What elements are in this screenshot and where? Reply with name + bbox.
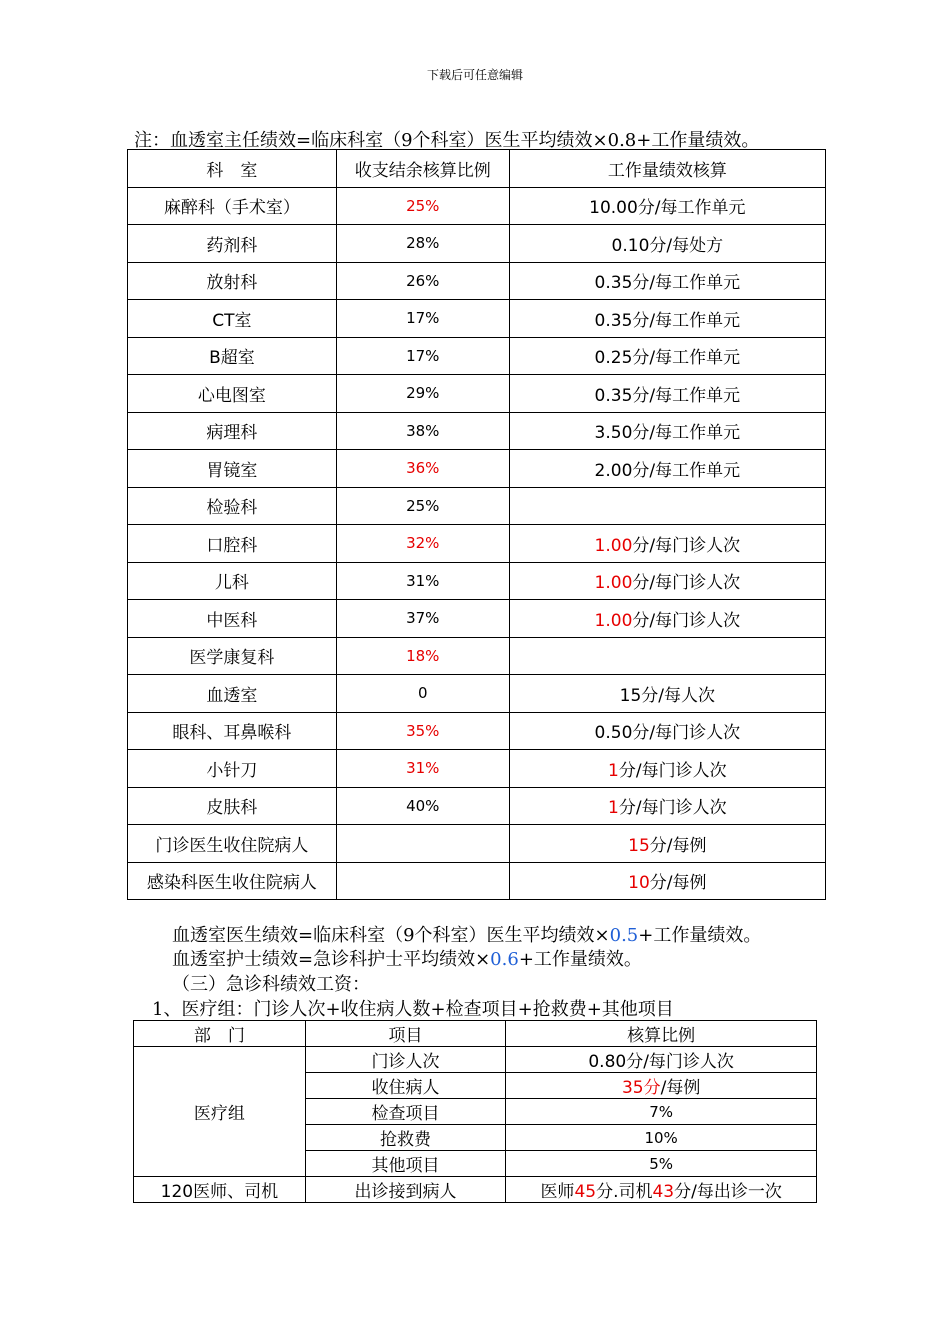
formula-text: 血透室医生绩效=临床科室（9个科室）医生平均绩效× <box>172 925 610 946</box>
table-row <box>128 337 826 375</box>
ratio-cell: 31% <box>336 562 509 600</box>
dept-cell: 门诊医生收住院病人 <box>128 825 337 863</box>
dept-cell: 胃镜室 <box>128 450 337 488</box>
formula-tail: +工作量绩效。 <box>638 925 762 946</box>
header-ratio: 核算比例 <box>506 1021 817 1047</box>
table-row <box>128 525 826 563</box>
table-row <box>134 1177 817 1203</box>
dept-cell: B超室 <box>128 337 337 375</box>
item-cell: 门诊人次 <box>305 1047 506 1073</box>
ratio-cell <box>336 825 509 863</box>
dept-cell: 120医师、司机 <box>134 1177 306 1203</box>
workload-text: 3.50分/每工作单元 <box>594 423 741 444</box>
table-row <box>128 637 826 675</box>
item-cell: 出诊接到病人 <box>305 1177 506 1203</box>
ratio-cell: 10% <box>506 1125 817 1151</box>
dept-cell: 中医科 <box>128 600 337 638</box>
ratio-unit: /每例 <box>660 1078 701 1098</box>
ratio-cell: 28% <box>336 225 509 263</box>
item-cell: 其他项目 <box>305 1151 506 1177</box>
ratio-cell: 5% <box>506 1151 817 1177</box>
workload-cell <box>509 450 825 488</box>
section-heading-emergency: （三）急诊科绩效工资： <box>172 974 370 995</box>
table-row <box>128 487 826 525</box>
workload-text: 0.50分/每门诊人次 <box>594 723 741 744</box>
workload-text: 分/每门诊人次 <box>632 573 741 594</box>
workload-cell <box>509 787 825 825</box>
dialysis-nurse-formula <box>172 945 642 971</box>
ratio-value: 35分 <box>621 1078 661 1098</box>
page-header: 下载后可任意编辑 <box>426 68 523 82</box>
table-row <box>128 450 826 488</box>
ratio-cell: 25% <box>336 487 509 525</box>
workload-highlight: 1.00 <box>594 573 633 594</box>
table-row <box>128 187 826 225</box>
workload-text: 分/每门诊人次 <box>632 610 741 631</box>
table-row <box>128 862 826 900</box>
table-row <box>128 562 826 600</box>
dept-cell: 小针刀 <box>128 750 337 788</box>
header-dept: 科 室 <box>128 150 337 188</box>
ratio-cell <box>506 1073 817 1099</box>
table-header-row <box>134 1021 817 1047</box>
workload-text: 0.10分/每处方 <box>611 235 724 256</box>
workload-text: 0.35分/每工作单元 <box>594 310 741 331</box>
ratio-cell <box>506 1177 817 1203</box>
table-row <box>128 300 826 338</box>
workload-text: 0.35分/每工作单元 <box>594 385 741 406</box>
table-row <box>128 225 826 263</box>
item-cell: 检查项目 <box>305 1099 506 1125</box>
table-row <box>128 412 826 450</box>
formula-tail: +工作量绩效。 <box>518 949 642 970</box>
ratio-cell: 31% <box>336 750 509 788</box>
workload-text: 15分/每人次 <box>619 685 716 706</box>
dept-cell: CT室 <box>128 300 337 338</box>
dept-cell: 儿科 <box>128 562 337 600</box>
header-item: 项目 <box>305 1021 506 1047</box>
doctor-score: 45 <box>574 1182 597 1202</box>
formula-text: 血透室护士绩效=急诊科护士平均绩效× <box>172 949 491 970</box>
ratio-text: 分/每出诊一次 <box>674 1182 782 1202</box>
dept-cell: 医学康复科 <box>128 637 337 675</box>
workload-cell <box>509 187 825 225</box>
ratio-cell: 7% <box>506 1099 817 1125</box>
workload-cell <box>509 600 825 638</box>
table-row <box>128 600 826 638</box>
dept-cell: 眼科、耳鼻喉科 <box>128 712 337 750</box>
header-ratio: 收支结余核算比例 <box>336 150 509 188</box>
dept-cell: 药剂科 <box>128 225 337 263</box>
ratio-cell: 40% <box>336 787 509 825</box>
workload-text: 分/每门诊人次 <box>618 760 727 781</box>
workload-cell <box>509 487 825 525</box>
table-row <box>128 262 826 300</box>
workload-text: 分/每例 <box>649 835 707 856</box>
workload-cell <box>509 412 825 450</box>
ratio-text: 医师 <box>540 1182 575 1202</box>
workload-cell <box>509 637 825 675</box>
workload-cell <box>509 675 825 713</box>
ratio-cell: 32% <box>336 525 509 563</box>
dept-cell: 放射科 <box>128 262 337 300</box>
note-director-performance: 注：血透室主任绩效=临床科室（9个科室）医生平均绩效×0.8+工作量绩效。 <box>134 130 760 151</box>
workload-highlight: 15 <box>628 835 650 856</box>
ratio-cell <box>336 862 509 900</box>
workload-text: 10.00分/每工作单元 <box>589 198 746 219</box>
ratio-text: 分.司机 <box>596 1182 653 1202</box>
workload-cell <box>509 300 825 338</box>
dept-cell: 麻醉科（手术室） <box>128 187 337 225</box>
ratio-cell: 17% <box>336 300 509 338</box>
ratio-cell: 0 <box>336 675 509 713</box>
ratio-cell: 37% <box>336 600 509 638</box>
header-dept: 部 门 <box>134 1021 306 1047</box>
workload-highlight: 1 <box>608 798 619 819</box>
medical-group-description: 1、医疗组：门诊人次+收住病人数+检查项目+抢救费+其他项目 <box>152 999 674 1020</box>
ratio-cell: 29% <box>336 375 509 413</box>
workload-text: 0.35分/每工作单元 <box>594 273 741 294</box>
ratio-cell: 17% <box>336 337 509 375</box>
ratio-cell: 38% <box>336 412 509 450</box>
workload-highlight: 1 <box>608 760 619 781</box>
formula-factor: 0.5 <box>609 925 639 946</box>
workload-highlight: 1.00 <box>594 535 633 556</box>
workload-highlight: 1.00 <box>594 610 633 631</box>
dept-performance-table <box>127 149 826 900</box>
group-cell: 医疗组 <box>134 1047 306 1177</box>
dept-cell: 病理科 <box>128 412 337 450</box>
workload-highlight: 10 <box>628 873 650 894</box>
dialysis-doctor-formula <box>172 921 761 947</box>
ratio-cell: 36% <box>336 450 509 488</box>
table-row <box>128 787 826 825</box>
workload-cell <box>509 375 825 413</box>
header-workload: 工作量绩效核算 <box>509 150 825 188</box>
ratio-cell: 18% <box>336 637 509 675</box>
workload-text: 分/每例 <box>649 873 707 894</box>
table-header-row <box>128 150 826 188</box>
ratio-cell: 26% <box>336 262 509 300</box>
driver-score: 43 <box>652 1182 675 1202</box>
item-cell: 抢救费 <box>305 1125 506 1151</box>
workload-cell <box>509 862 825 900</box>
workload-cell <box>509 750 825 788</box>
table-row <box>128 375 826 413</box>
workload-cell <box>509 225 825 263</box>
dept-cell: 感染科医生收住院病人 <box>128 862 337 900</box>
ratio-cell: 0.80分/每门诊人次 <box>506 1047 817 1073</box>
workload-cell <box>509 337 825 375</box>
workload-text: 2.00分/每工作单元 <box>594 460 741 481</box>
workload-text: 0.25分/每工作单元 <box>594 348 741 369</box>
workload-cell <box>509 712 825 750</box>
workload-text: 分/每门诊人次 <box>632 535 741 556</box>
workload-cell <box>509 825 825 863</box>
workload-cell <box>509 562 825 600</box>
ratio-cell: 35% <box>336 712 509 750</box>
formula-factor: 0.6 <box>490 949 519 970</box>
dept-cell: 心电图室 <box>128 375 337 413</box>
dept-cell: 口腔科 <box>128 525 337 563</box>
dept-cell: 血透室 <box>128 675 337 713</box>
workload-text: 分/每门诊人次 <box>618 798 727 819</box>
table-row <box>128 825 826 863</box>
item-cell: 收住病人 <box>305 1073 506 1099</box>
workload-cell <box>509 525 825 563</box>
emergency-performance-table <box>133 1020 817 1203</box>
table-row <box>134 1047 817 1073</box>
table-row <box>128 675 826 713</box>
table-row <box>128 750 826 788</box>
table-row <box>128 712 826 750</box>
dept-cell: 皮肤科 <box>128 787 337 825</box>
ratio-cell: 25% <box>336 187 509 225</box>
workload-cell <box>509 262 825 300</box>
dept-cell: 检验科 <box>128 487 337 525</box>
